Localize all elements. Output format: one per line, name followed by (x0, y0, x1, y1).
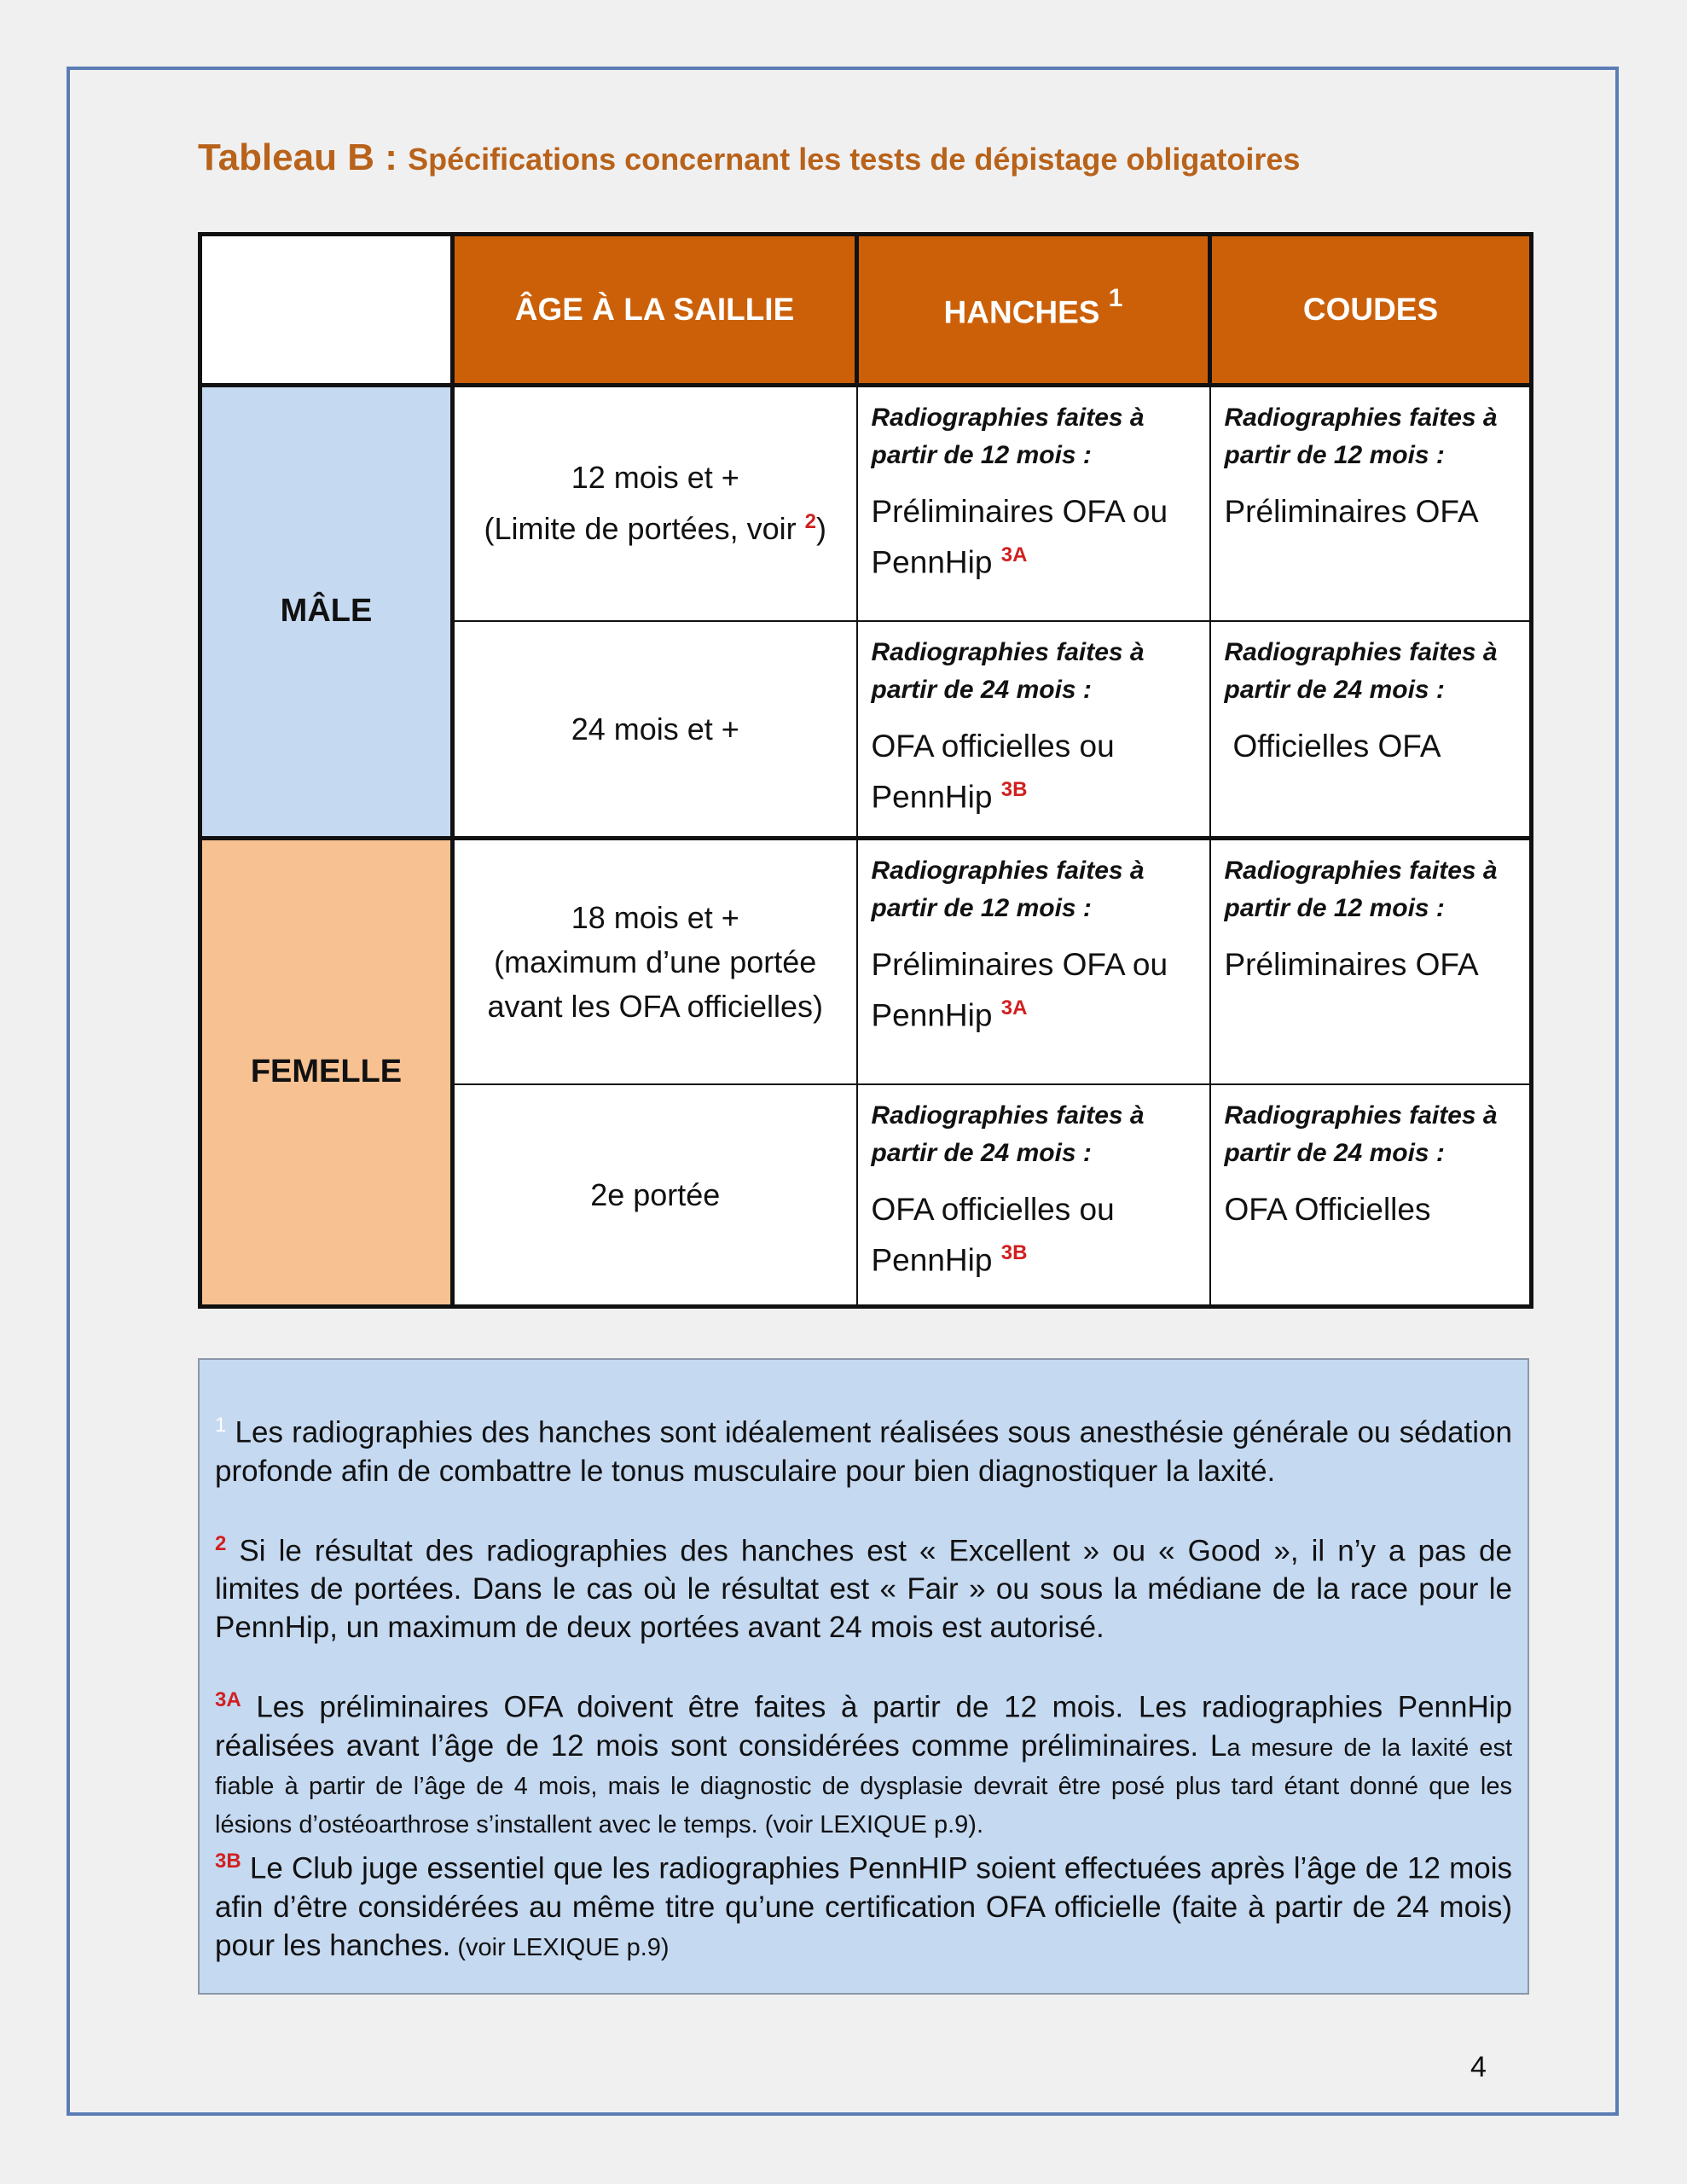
age-cell: 24 mois et + (453, 621, 857, 838)
hips-cell: Radiographies faites à partir de 12 mois : Préliminaires OFA ou PennHip $^{3A}$ (857, 385, 1210, 621)
footnote-3b: $^{3B}$ Le Club juge essentiel que les radiographies PennHIP soient effectuées après l’âge de 12 mois afin d’être considérées au même titre qu’une certification OFA officielle (faite à partir de 24 mois) pour les hanches. (voir LEXIQUE p.9) (215, 1849, 1512, 1962)
footnote-3a: $^{3A}$ Les préliminaires OFA doivent être faites à partir de 12 mois. Les radiographies PennHip réalisées avant l’âge de 12 mois sont considérées comme préliminaires. La mesure de la laxité est fiable à partir de l’âge de 4 mois, mais le diagnostic de dysplasie devrait être posé plus tard étant donné que les lésions d’ostéoarthrose s’installent avec le temps. (voir LEXIQUE p.9). (215, 1688, 1513, 1838)
footnote-mark: 2 (215, 1531, 227, 1555)
header-hips: HANCHES $^1$ (857, 235, 1210, 386)
age-cell: 12 mois et + (Limite de portées, voir $^2$) (453, 385, 857, 621)
female-label-cell: FEMELLE (200, 838, 453, 1306)
header-blank-cell (200, 235, 453, 386)
footnotes-box (198, 1358, 1529, 1995)
footnote-2: $^2$ Si le résultat des radiographies des hanches est « Excellent » ou « Good », il n’y a pas de limites de portées. Dans le cas où le résultat est « Fair » ou sous la médiane de la race pour le PennHip, un maximum de deux portées avant 24 mois est autorisé. (215, 1531, 1512, 1645)
footnote-ref: 3B (1000, 778, 1028, 802)
table-row (200, 838, 1532, 1084)
title-main: Tableau B : (198, 136, 409, 178)
table-row (200, 385, 1532, 621)
page-number: 4 (1470, 2051, 1487, 2083)
table-header-row (200, 235, 1532, 386)
age-cell: 18 mois et + (maximum d’une portée avant les OFA officielles) (453, 838, 857, 1084)
footnote-1: $^1$ Les radiographies des hanches sont idéalement réalisées sous anesthésie générale ou sédation profonde afin de combattre le tonus musculaire pour bien diagnostiquer la laxité. (215, 1414, 1512, 1488)
header-age: ÂGE À LA SAILLIE (453, 235, 857, 386)
header-elbows: COUDES (1210, 235, 1532, 386)
elbows-cell: Radiographies faites à partir de 24 mois : Officielles OFA (1210, 621, 1532, 838)
footnote-ref: 3B (1000, 1241, 1028, 1265)
screening-table (198, 232, 1533, 1309)
hips-cell: Radiographies faites à partir de 24 mois : OFA officielles ou PennHip $^{3B}$ (857, 1084, 1210, 1306)
hips-cell: Radiographies faites à partir de 24 mois : OFA officielles ou PennHip $^{3B}$ (857, 621, 1210, 838)
header-hips-note: 1 (1108, 283, 1123, 312)
age-cell: 2e portée (453, 1084, 857, 1306)
footnote-ref: 3A (1000, 543, 1028, 566)
title-sub: Spécifications concernant les tests de dépistage obligatoires (408, 142, 1301, 177)
footnote-ref: 3A (1000, 996, 1028, 1019)
elbows-cell: Radiographies faites à partir de 24 mois : OFA Officielles (1210, 1084, 1532, 1306)
page-title (198, 136, 1300, 179)
male-label-cell: MÂLE (200, 385, 453, 838)
footnote-mark: 3B (215, 1849, 241, 1873)
footnote-mark: 1 (215, 1414, 227, 1437)
elbows-cell: Radiographies faites à partir de 12 mois : Préliminaires OFA (1210, 838, 1532, 1084)
footnote-ref: 2 (804, 510, 816, 534)
hips-cell: Radiographies faites à partir de 12 mois : Préliminaires OFA ou PennHip $^{3A}$ (857, 838, 1210, 1084)
footnote-mark: 3A (215, 1688, 241, 1712)
elbows-cell: Radiographies faites à partir de 12 mois : Préliminaires OFA (1210, 385, 1532, 621)
